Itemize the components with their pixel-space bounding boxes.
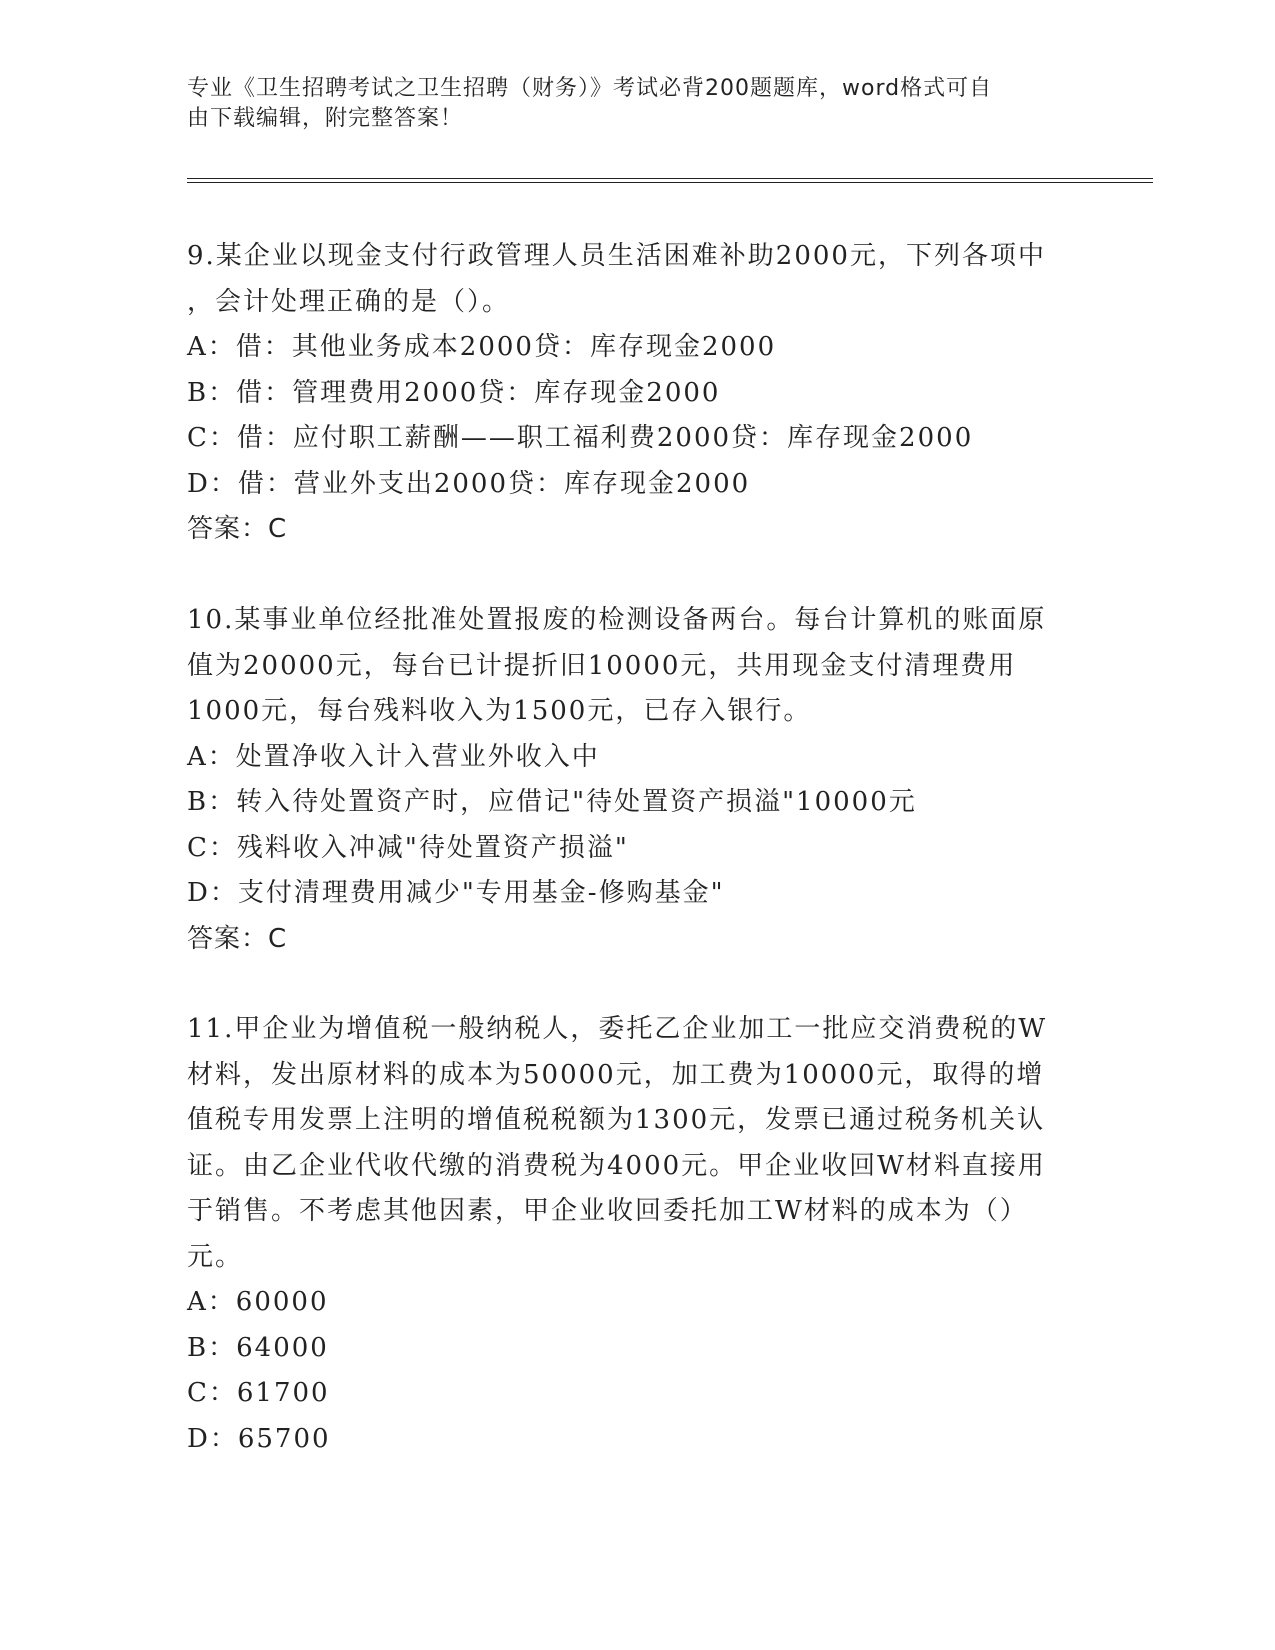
option-c: C：61700 <box>187 1378 330 1408</box>
question-stem-line: 1000元，每台残料收入为1500元，已存入银行。 <box>187 696 812 726</box>
header-divider-top <box>187 178 1153 179</box>
question-11 <box>187 1007 1087 1462</box>
option-a: A：60000 <box>187 1287 329 1317</box>
option-c: C：借：应付职工薪酬——职工福利费2000贷：库存现金2000 <box>187 423 974 453</box>
option-c: C：残料收入冲减"待处置资产损溢" <box>187 832 629 863</box>
question-10 <box>187 598 1087 962</box>
question-9 <box>187 234 1087 553</box>
option-b: B：64000 <box>187 1332 329 1363</box>
option-b: B：转入待处置资产时，应借记"待处置资产损溢"10000元 <box>187 787 917 817</box>
question-stem-line: 值为20000元，每台已计提折旧10000元，共用现金支付清理费用 <box>187 650 1017 681</box>
question-stem-line: 元。 <box>187 1241 244 1272</box>
option-d: D：支付清理费用减少"专用基金-修购基金" <box>187 878 725 908</box>
question-stem-line: 11.甲企业为增值税一般纳税人，委托乙企业加工一批应交消费税的W <box>187 1014 1048 1044</box>
question-stem-line: 9.某企业以现金支付行政管理人员生活困难补助2000元，下列各项中 <box>187 241 1046 271</box>
option-a: A：处置净收入计入营业外收入中 <box>187 741 600 772</box>
answer-line: 答案：C <box>187 923 288 954</box>
option-a: A：借：其他业务成本2000贷：库存现金2000 <box>187 332 777 362</box>
option-d: D：65700 <box>187 1423 331 1454</box>
option-d: D：借：营业外支出2000贷：库存现金2000 <box>187 468 751 499</box>
header-line-1: 专业《卫生招聘考试之卫生招聘（财务）》考试必背200题题库，word格式可自 <box>187 76 993 101</box>
question-stem-line: 于销售。不考虑其他因素，甲企业收回委托加工W材料的成本为（） <box>187 1196 1028 1226</box>
question-stem-line: 值税专用发票上注明的增值税税额为1300元，发票已通过税务机关认 <box>187 1105 1046 1135</box>
answer-line: 答案：C <box>187 514 288 544</box>
document-header <box>187 74 1067 134</box>
header-line-2: 由下载编辑，附完整答案！ <box>187 106 464 131</box>
question-stem-line: 材料，发出原材料的成本为50000元，加工费为10000元，取得的增 <box>187 1059 1045 1090</box>
header-divider-bottom <box>187 182 1153 183</box>
question-stem-line: 证。由乙企业代收代缴的消费税为4000元。甲企业收回W材料直接用 <box>187 1150 1046 1181</box>
option-b: B：借：管理费用2000贷：库存现金2000 <box>187 377 721 408</box>
question-stem-line: 10.某事业单位经批准处置报废的检测设备两台。每台计算机的账面原 <box>187 605 1047 635</box>
question-stem-line: ，会计处理正确的是（）。 <box>187 286 511 317</box>
